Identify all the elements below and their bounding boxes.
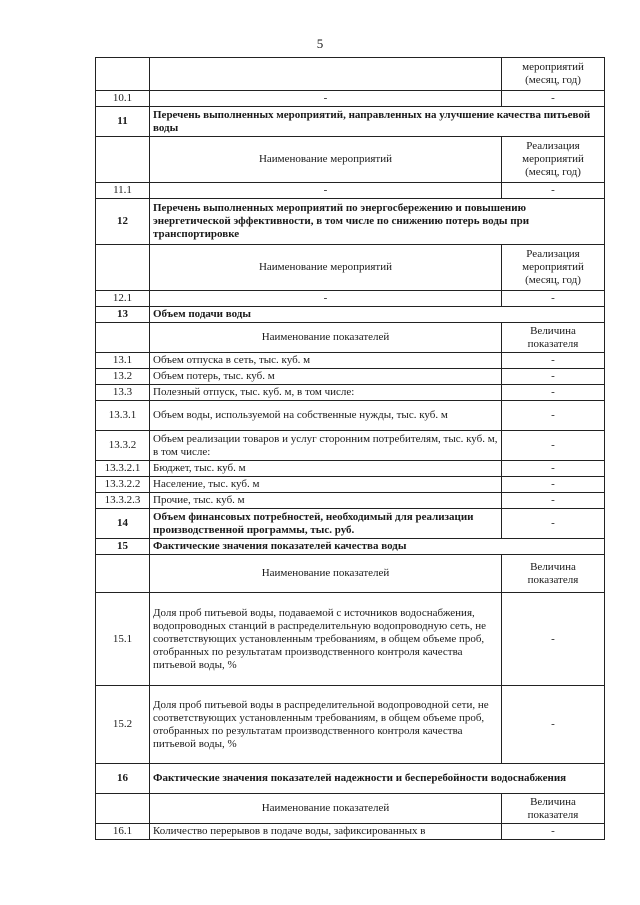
section-row: [96, 307, 605, 323]
row-number: 13.2: [96, 369, 150, 385]
row-number: 13.3.2.1: [96, 461, 150, 477]
section-title: Фактические значения показателей качества воды: [150, 539, 605, 555]
row-value: -: [502, 509, 605, 539]
row-value: -: [502, 353, 605, 369]
column-header-row: [96, 555, 605, 593]
column-header-row: [96, 245, 605, 291]
column-header-value: Величина показателя: [502, 794, 605, 824]
row-value: -: [502, 477, 605, 493]
column-header-row: [96, 58, 605, 91]
row-number: 13.1: [96, 353, 150, 369]
row-number: 16: [96, 764, 150, 794]
column-header-name: [150, 58, 502, 91]
column-header-name: Наименование показателей: [150, 323, 502, 353]
row-number: 13.3.2.2: [96, 477, 150, 493]
section-title: Объем подачи воды: [150, 307, 605, 323]
table-row: [96, 385, 605, 401]
row-number: [96, 794, 150, 824]
row-number: [96, 58, 150, 91]
row-number: 10.1: [96, 91, 150, 107]
column-header-name: Наименование мероприятий: [150, 245, 502, 291]
table-row: [96, 183, 605, 199]
row-value: -: [502, 686, 605, 764]
row-number: 12: [96, 199, 150, 245]
row-label: -: [150, 91, 502, 107]
section-row: [96, 199, 605, 245]
row-number: 11: [96, 107, 150, 137]
column-header-row: [96, 323, 605, 353]
row-number: 11.1: [96, 183, 150, 199]
row-label: Объем реализации товаров и услуг сторонним потребителям, тыс. куб. м, в том числе:: [150, 431, 502, 461]
row-number: 13.3: [96, 385, 150, 401]
row-number: [96, 323, 150, 353]
row-value: -: [502, 431, 605, 461]
table-body: [96, 58, 605, 840]
table-row: [96, 353, 605, 369]
row-label: Доля проб питьевой воды в распределительной водопроводной сети, не соответствующих установленным требованиям, в общем объеме проб, отобранных по результатам производственного контроля качества питьевой воды, %: [150, 686, 502, 764]
column-header-value: Величина показателя: [502, 323, 605, 353]
row-value: -: [502, 291, 605, 307]
column-header-value: Величина показателя: [502, 555, 605, 593]
row-label: -: [150, 183, 502, 199]
column-header-row: [96, 794, 605, 824]
section-row: [96, 539, 605, 555]
row-number: 13.3.2.3: [96, 493, 150, 509]
program-table: [95, 57, 605, 840]
table-row: [96, 369, 605, 385]
row-value: -: [502, 461, 605, 477]
table-row: [96, 493, 605, 509]
column-header-value: мероприятий (месяц, год): [502, 58, 605, 91]
row-label: Количество перерывов в подаче воды, зафиксированных в: [150, 824, 502, 840]
row-label: Объем потерь, тыс. куб. м: [150, 369, 502, 385]
row-label: Полезный отпуск, тыс. куб. м, в том числе:: [150, 385, 502, 401]
table-row: [96, 91, 605, 107]
row-label: -: [150, 291, 502, 307]
row-number: 12.1: [96, 291, 150, 307]
section-title: Объем финансовых потребностей, необходимый для реализации производственной программы, тыс. руб.: [150, 509, 502, 539]
row-value: -: [502, 401, 605, 431]
row-label: Объем воды, используемой на собственные нужды, тыс. куб. м: [150, 401, 502, 431]
row-number: 13: [96, 307, 150, 323]
column-header-name: Наименование мероприятий: [150, 137, 502, 183]
column-header-name: Наименование показателей: [150, 555, 502, 593]
column-header-name: Наименование показателей: [150, 794, 502, 824]
row-value: -: [502, 824, 605, 840]
row-number: 15: [96, 539, 150, 555]
column-header-value: Реализация мероприятий (месяц, год): [502, 245, 605, 291]
row-value: -: [502, 593, 605, 686]
row-label: Доля проб питьевой воды, подаваемой с источников водоснабжения, водопроводных станций в распределительную водопроводную сеть, не соответствующих установленным требованиям, в общем объеме проб, отобранных по результатам производственного контроля качества питьевой воды, %: [150, 593, 502, 686]
section-title: Перечень выполненных мероприятий по энергосбережению и повышению энергетической эффективности, в том числе по снижению потерь воды при транспортировке: [150, 199, 605, 245]
row-value: -: [502, 369, 605, 385]
row-value: -: [502, 493, 605, 509]
page-number: 5: [316, 36, 324, 51]
section-row: [96, 764, 605, 794]
table-row: [96, 593, 605, 686]
column-header-row: [96, 137, 605, 183]
table-row: [96, 824, 605, 840]
table-row: [96, 477, 605, 493]
row-value: -: [502, 91, 605, 107]
row-number: 14: [96, 509, 150, 539]
row-label: Объем отпуска в сеть, тыс. куб. м: [150, 353, 502, 369]
row-number: 16.1: [96, 824, 150, 840]
table-row: [96, 431, 605, 461]
row-label: Население, тыс. куб. м: [150, 477, 502, 493]
row-number: 13.3.1: [96, 401, 150, 431]
table-row: [96, 401, 605, 431]
row-number: 15.1: [96, 593, 150, 686]
row-number: [96, 137, 150, 183]
row-number: [96, 245, 150, 291]
section-row: [96, 509, 605, 539]
table-row: [96, 461, 605, 477]
row-label: Бюджет, тыс. куб. м: [150, 461, 502, 477]
row-number: [96, 555, 150, 593]
column-header-value: Реализация мероприятий (месяц, год): [502, 137, 605, 183]
row-number: 15.2: [96, 686, 150, 764]
table-row: [96, 291, 605, 307]
row-value: -: [502, 385, 605, 401]
section-title: Перечень выполненных мероприятий, направленных на улучшение качества питьевой воды: [150, 107, 605, 137]
table-row: [96, 686, 605, 764]
row-number: 13.3.2: [96, 431, 150, 461]
section-row: [96, 107, 605, 137]
section-title: Фактические значения показателей надежности и бесперебойности водоснабжения: [150, 764, 605, 794]
row-label: Прочие, тыс. куб. м: [150, 493, 502, 509]
row-value: -: [502, 183, 605, 199]
